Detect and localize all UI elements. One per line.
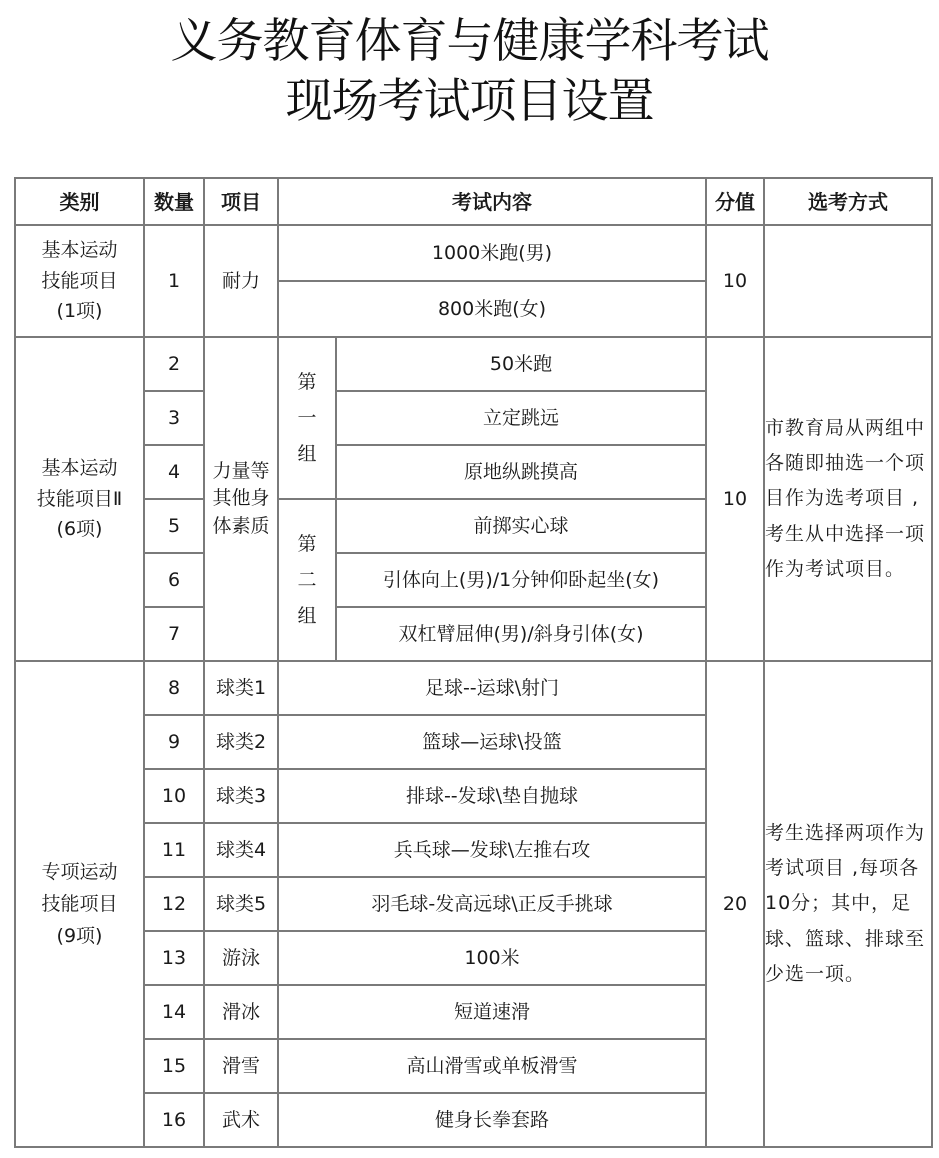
- item-cell: 滑冰: [204, 985, 278, 1039]
- count-cell: 11: [144, 823, 204, 877]
- content-cell: 立定跳远: [336, 391, 706, 445]
- content-cell: 兵乓球—发球\左推右攻: [278, 823, 706, 877]
- content-cell: 高山滑雪或单板滑雪: [278, 1039, 706, 1093]
- count-cell: 10: [144, 769, 204, 823]
- item-cell: 球类2: [204, 715, 278, 769]
- score-cell: 10: [706, 225, 764, 337]
- count-cell: 1: [144, 225, 204, 337]
- category-cell: 专项运动 技能项目 (9项): [15, 661, 144, 1147]
- content-cell: 篮球—运球\投篮: [278, 715, 706, 769]
- count-cell: 8: [144, 661, 204, 715]
- item-cell: 耐力: [204, 225, 278, 337]
- content-cell: 羽毛球-发高远球\正反手挑球: [278, 877, 706, 931]
- item-cell: 游泳: [204, 931, 278, 985]
- method-cell: 市教育局从两组中各随即抽选一个项目作为选考项目 ,考生从中选择一项作为考试项目。: [764, 337, 932, 661]
- count-cell: 5: [144, 499, 204, 553]
- count-cell: 2: [144, 337, 204, 391]
- content-cell: 前掷实心球: [336, 499, 706, 553]
- count-cell: 9: [144, 715, 204, 769]
- header-method: 选考方式: [764, 178, 932, 225]
- count-cell: 16: [144, 1093, 204, 1147]
- category-cell: 基本运动 技能项目Ⅱ (6项): [15, 337, 144, 661]
- content-cell: 足球--运球\射门: [278, 661, 706, 715]
- table-header-row: [15, 178, 932, 225]
- header-category: 类别: [15, 178, 144, 225]
- page-title-line-1: 义务教育体育与健康学科考试: [170, 14, 769, 69]
- header-score: 分值: [706, 178, 764, 225]
- group-2-cell: 第 二 组: [278, 499, 336, 661]
- content-cell: 100米: [278, 931, 706, 985]
- item-cell: 球类3: [204, 769, 278, 823]
- item-cell: 球类4: [204, 823, 278, 877]
- method-cell: 考生选择两项作为考试项目 ,每项各10分；其中，足球、篮球、排球至少选一项。: [764, 661, 932, 1147]
- content-cell: 原地纵跳摸高: [336, 445, 706, 499]
- count-cell: 6: [144, 553, 204, 607]
- content-cell: 短道速滑: [278, 985, 706, 1039]
- content-cell: 1000米跑(男): [278, 225, 706, 281]
- category-cell: 基本运动 技能项目 (1项): [15, 225, 144, 337]
- score-cell: 10: [706, 337, 764, 661]
- count-cell: 7: [144, 607, 204, 661]
- item-cell: 武术: [204, 1093, 278, 1147]
- item-cell: 滑雪: [204, 1039, 278, 1093]
- group-1-cell: 第 一 组: [278, 337, 336, 499]
- header-count: 数量: [144, 178, 204, 225]
- header-item: 项目: [204, 178, 278, 225]
- content-cell: 排球--发球\垫自抛球: [278, 769, 706, 823]
- content-cell: 引体向上(男)/1分钟仰卧起坐(女): [336, 553, 706, 607]
- count-cell: 4: [144, 445, 204, 499]
- table-row: [15, 337, 932, 391]
- content-cell: 800米跑(女): [278, 281, 706, 337]
- header-content: 考试内容: [278, 178, 706, 225]
- score-cell: 20: [706, 661, 764, 1147]
- count-cell: 3: [144, 391, 204, 445]
- table-row: [15, 661, 932, 715]
- exam-items-table: [14, 177, 933, 1148]
- content-cell: 50米跑: [336, 337, 706, 391]
- count-cell: 14: [144, 985, 204, 1039]
- table-row: [15, 225, 932, 281]
- count-cell: 12: [144, 877, 204, 931]
- item-cell: 球类1: [204, 661, 278, 715]
- count-cell: 13: [144, 931, 204, 985]
- item-cell: 球类5: [204, 877, 278, 931]
- item-cell: 力量等其他身体素质: [204, 337, 278, 661]
- count-cell: 15: [144, 1039, 204, 1093]
- content-cell: 健身长拳套路: [278, 1093, 706, 1147]
- method-cell: [764, 225, 932, 337]
- content-cell: 双杠臂屈伸(男)/斜身引体(女): [336, 607, 706, 661]
- page-title-line-2: 现场考试项目设置: [285, 74, 654, 129]
